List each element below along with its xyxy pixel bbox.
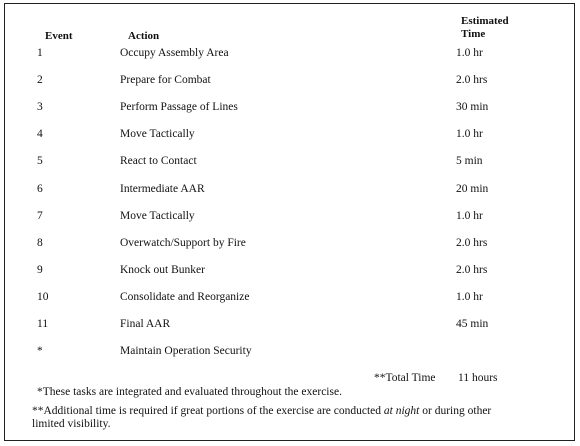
footnote-text-end: or during other limited visibility. bbox=[32, 405, 492, 430]
estimated-time: 1.0 hr bbox=[456, 210, 483, 222]
estimated-time: 1.0 hr bbox=[456, 128, 483, 140]
event-number: 9 bbox=[37, 264, 43, 276]
estimated-time: 2.0 hrs bbox=[456, 264, 488, 276]
estimated-time: 30 min bbox=[456, 101, 489, 113]
estimated-time: 1.0 hr bbox=[456, 47, 483, 59]
action-column-header: Action bbox=[128, 30, 160, 42]
time-column-header-line2: Time bbox=[461, 28, 486, 40]
event-number: 10 bbox=[37, 291, 49, 303]
estimated-time: 45 min bbox=[456, 318, 489, 330]
event-number: 8 bbox=[37, 237, 43, 249]
action-text: Occupy Assembly Area bbox=[120, 47, 229, 59]
estimated-time: 2.0 hrs bbox=[456, 74, 488, 86]
estimated-time: 2.0 hrs bbox=[456, 237, 488, 249]
action-text: Perform Passage of Lines bbox=[120, 101, 238, 113]
action-text: Prepare for Combat bbox=[120, 74, 211, 86]
action-text: Knock out Bunker bbox=[120, 264, 205, 276]
event-number: 4 bbox=[37, 128, 43, 140]
footnote-integrated-tasks: *These tasks are integrated and evaluated throughout the exercise. bbox=[37, 386, 342, 398]
event-number: 1 bbox=[37, 47, 43, 59]
footnote-text-start: **Additional time is required if great portions of the exercise are conducted bbox=[32, 405, 384, 417]
event-number: 5 bbox=[37, 155, 43, 167]
event-number: 7 bbox=[37, 210, 43, 222]
action-text: Consolidate and Reorganize bbox=[120, 291, 250, 303]
estimated-time: 20 min bbox=[456, 183, 489, 195]
action-text: Final AAR bbox=[120, 318, 171, 330]
action-text: React to Contact bbox=[120, 155, 197, 167]
estimated-time: 1.0 hr bbox=[456, 291, 483, 303]
total-time-value: 11 hours bbox=[458, 372, 498, 384]
event-number: 2 bbox=[37, 74, 43, 86]
total-time-label: **Total Time bbox=[374, 372, 436, 384]
event-column-header: Event bbox=[45, 30, 73, 42]
event-number: 6 bbox=[37, 183, 43, 195]
action-text: Move Tactically bbox=[120, 128, 195, 140]
event-number: 3 bbox=[37, 101, 43, 113]
time-column-header-line1: Estimated bbox=[461, 15, 509, 27]
action-text: Overwatch/Support by Fire bbox=[120, 237, 246, 249]
action-text: Move Tactically bbox=[120, 210, 195, 222]
action-text: Intermediate AAR bbox=[120, 183, 205, 195]
event-number: 11 bbox=[37, 318, 49, 330]
action-text: Maintain Operation Security bbox=[120, 345, 252, 357]
footnote-additional-time bbox=[32, 405, 502, 431]
event-number: * bbox=[37, 345, 43, 357]
footnote-emphasis: at night bbox=[383, 405, 420, 417]
estimated-time: 5 min bbox=[456, 155, 483, 167]
